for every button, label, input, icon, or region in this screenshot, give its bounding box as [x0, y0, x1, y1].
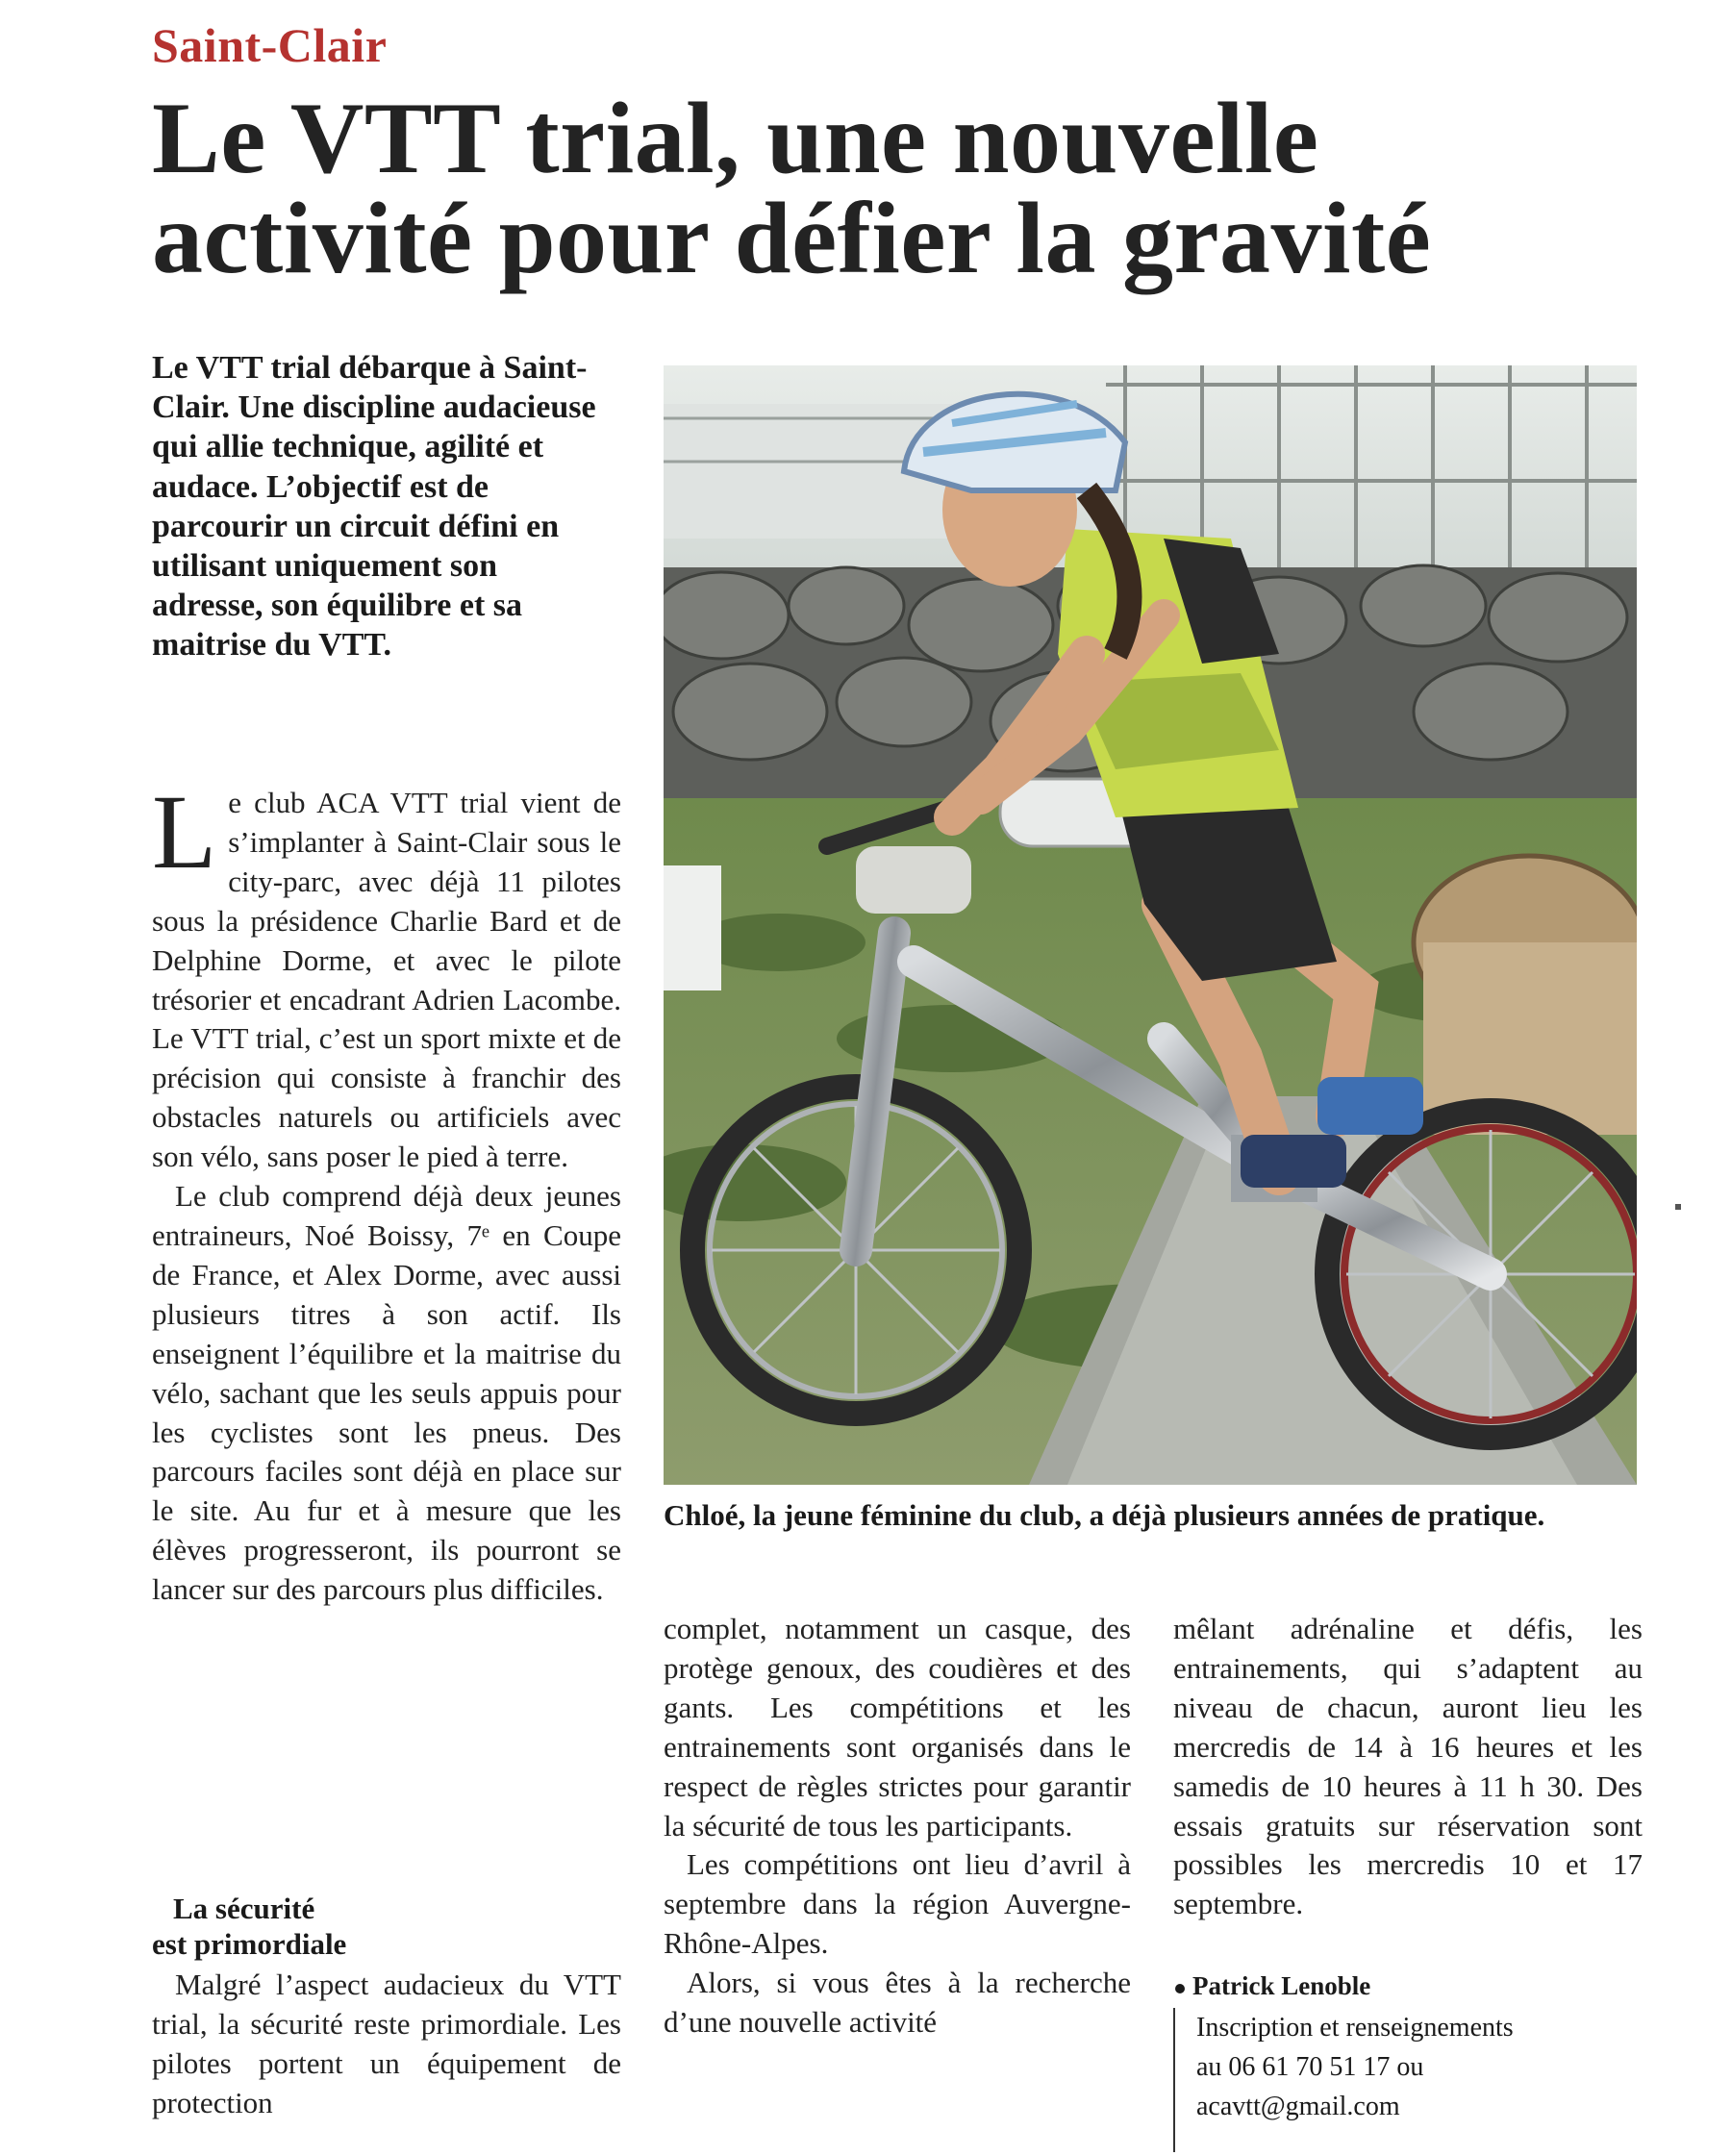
trial-bike-photo-illustration: [664, 365, 1637, 1485]
author-name: Patrick Lenoble: [1192, 1971, 1371, 2000]
section-rubric: Saint-Clair: [152, 18, 388, 72]
body-paragraph-5: Les compétitions ont lieu d’avril à septembre dans la région Auvergne-Rhône-Alpes.: [664, 1847, 1131, 1961]
article-standfirst: Le VTT trial débarque à Saint-Clair. Une discipline audacieuse qui allie technique, agilité et audace. L’objectif est de parcourir un circuit défini en utilisant uniquement son adresse, son équilibre et sa maitrise du VTT.: [152, 350, 596, 664]
subhead-line-2: est primordiale: [152, 1927, 347, 1961]
info-phone: au 06 61 70 51 17 ou: [1196, 2052, 1424, 2082]
body-paragraph-4: complet, notamment un casque, des protège genoux, des coudières et des gants. Les compétitions et les entrainements sont organisés dans le respect de règles strictes pour garantir la sécurité de tous les participants.: [664, 1612, 1131, 1843]
info-email: acavtt@gmail.com: [1196, 2092, 1400, 2121]
author-byline: [1175, 1971, 1370, 2001]
subhead-line-1: La sécurité: [173, 1892, 315, 1925]
bullet-icon: [1175, 1984, 1185, 1993]
drop-cap: L: [152, 773, 217, 890]
article-photo: [664, 365, 1637, 1485]
info-line-1: Inscription et renseignements: [1196, 2013, 1514, 2043]
body-column-3: [1173, 1610, 1643, 1924]
section-subhead: [152, 1891, 621, 1962]
body-paragraph-7: mêlant adrénaline et défis, les entrainements, qui s’adaptent au niveau de chacun, auront lieu les mercredis de 14 à 16 heures et les samedis de 10 heures à 11 h 30. Des essais gratuits sur réservation sont possibles les mercredis 10 et 17 septembre.: [1173, 1612, 1643, 1921]
body-column-1-continued: [152, 1966, 621, 2123]
body-paragraph-2: Le club comprend déjà deux jeunes entraineurs, Noé Boissy, 7ᵉ en Coupe de France, et Alex Dorme, avec aussi plusieurs titres à son actif. Ils enseignent l’équilibre et la maitrise du vélo, sachant que les seuls appuis pour les cyclistes sont les pneus. Des parcours faciles sont déjà en place sur le site. Au fur et à mesure que les élèves progresseront, ils pourront se lancer sur des parcours plus difficiles.: [152, 1179, 621, 1607]
body-paragraph-3: Malgré l’aspect audacieux du VTT trial, la sécurité reste primordiale. Les pilotes portent un équipement de protection: [152, 1968, 621, 2119]
photo-caption: Chloé, la jeune féminine du club, a déjà plusieurs années de pratique.: [664, 1498, 1545, 1532]
body-column-2: [664, 1610, 1131, 2043]
body-paragraph-1: e club ACA VTT trial vient de s’implanter à Saint-Clair sous le city-parc, avec déjà 11 pilotes sous la présidence Charlie Bard et de Delphine Dorme, et avec le pilote trésorier et encadrant Adrien Lacombe. Le VTT trial, c’est un sport mixte et de précision qui consiste à franchir des obstacles naturels ou artificiels avec son vélo, sans poser le pied à terre.: [152, 786, 621, 1174]
article-headline: Le VTT trial, une nouvelle activité pour défier la gravité: [152, 82, 1432, 294]
body-paragraph-6: Alors, si vous êtes à la recherche d’une nouvelle activité: [664, 1966, 1131, 2040]
scan-edge-mark: [1675, 1204, 1681, 1210]
contact-info-box: [1173, 2008, 1635, 2152]
body-column-1: [152, 773, 621, 1610]
